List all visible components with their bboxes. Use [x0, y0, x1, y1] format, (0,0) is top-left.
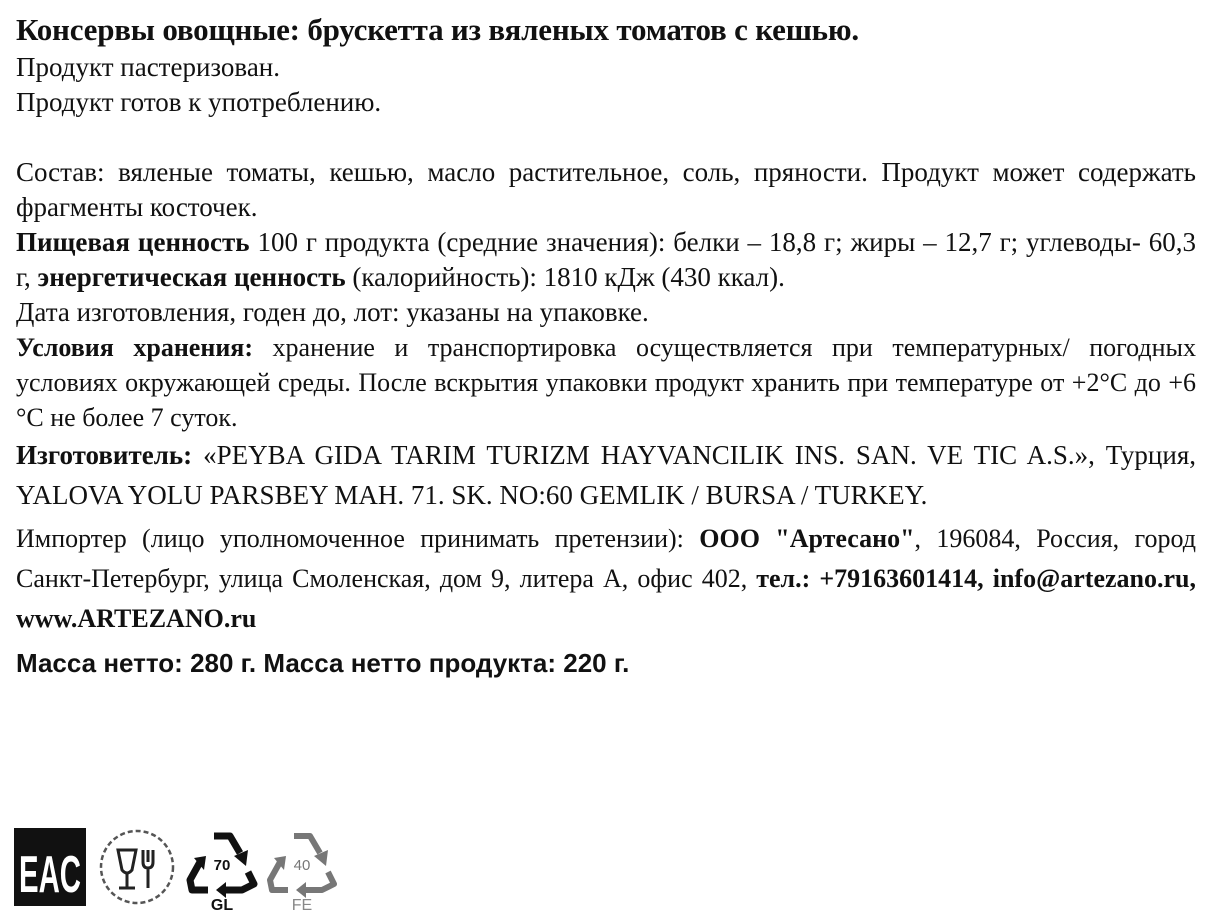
storage — [16, 330, 1196, 435]
importer — [16, 519, 1196, 639]
energy-values: (калорийность): 1810 кДж (430 ккал). — [345, 262, 785, 292]
storage-label: Условия хранения: — [16, 333, 254, 362]
recycle-fe-icon — [266, 826, 338, 914]
nutrition — [16, 225, 1196, 295]
nutrition-values: 100 г продукта (средние значения): белки – 18,8 г; жиры – 12,7 г; углеводы- 60,3 г, — [16, 227, 1196, 292]
importer-text: Импортер (лицо уполномоченное принимать претензии): — [16, 524, 700, 553]
energy-label: энергетическая ценность — [37, 262, 346, 292]
certification-icons — [14, 826, 338, 916]
product-title: Консервы овощные: брускетта из вяленых томатов с кешью. — [16, 12, 859, 47]
dates-note: Дата изготовления, годен до, лот: указаны на упаковке. — [16, 297, 649, 327]
food-contact-icon — [96, 826, 178, 908]
label-text — [16, 10, 1196, 681]
manufacturer-text: «PEYBA GIDA TARIM TURIZM HAYVANCILIK INS. SAN. VE TIC A.S.», Турция, YALOVA YOLU PARSBEY MAH. 71. SK. NO:60 GEMLIK / BURSA / TURKEY. — [16, 440, 1196, 510]
nutrition-label: Пищевая ценность — [16, 227, 250, 257]
recycle-gl-icon — [186, 826, 258, 914]
composition: Состав: вяленые томаты, кешью, масло растительное, соль, пряности. Продукт может содержать фрагменты косточек. — [16, 157, 1196, 222]
recycle-gl-code: GL — [210, 897, 234, 914]
recycle-fe-number: 40 — [293, 857, 311, 874]
net-weight: Масса нетто: 280 г. Масса нетто продукта: 220 г. — [16, 648, 630, 678]
pasteurized-note: Продукт пастеризован. — [16, 52, 281, 82]
recycle-gl-number: 70 — [213, 857, 231, 874]
spacer — [16, 120, 1196, 155]
importer-address: , 196084, Россия, город Санкт-Петербург, улица Смоленская, дом 9, литера А, офис 402, — [16, 524, 1197, 593]
importer-contacts: тел.: +79163601414, info@artezano.ru, www.ARTEZANO.ru — [16, 564, 1196, 633]
importer-company: ООО "Артесано" — [699, 524, 915, 553]
manufacturer-label: Изготовитель: — [16, 440, 193, 470]
eac-text: EAC — [19, 846, 81, 904]
recycle-fe-code: FE — [291, 897, 313, 914]
eac-mark-icon — [14, 826, 88, 908]
storage-text: хранение и транспортировка осуществляется при температурных/ погодных условиях окружающей среды. После вскрытия упаковки продукт хранить при температуре от +2°С до +6 °С не более 7 суток. — [16, 333, 1196, 432]
manufacturer — [16, 435, 1196, 515]
ready-note: Продукт готов к употреблению. — [16, 87, 382, 117]
